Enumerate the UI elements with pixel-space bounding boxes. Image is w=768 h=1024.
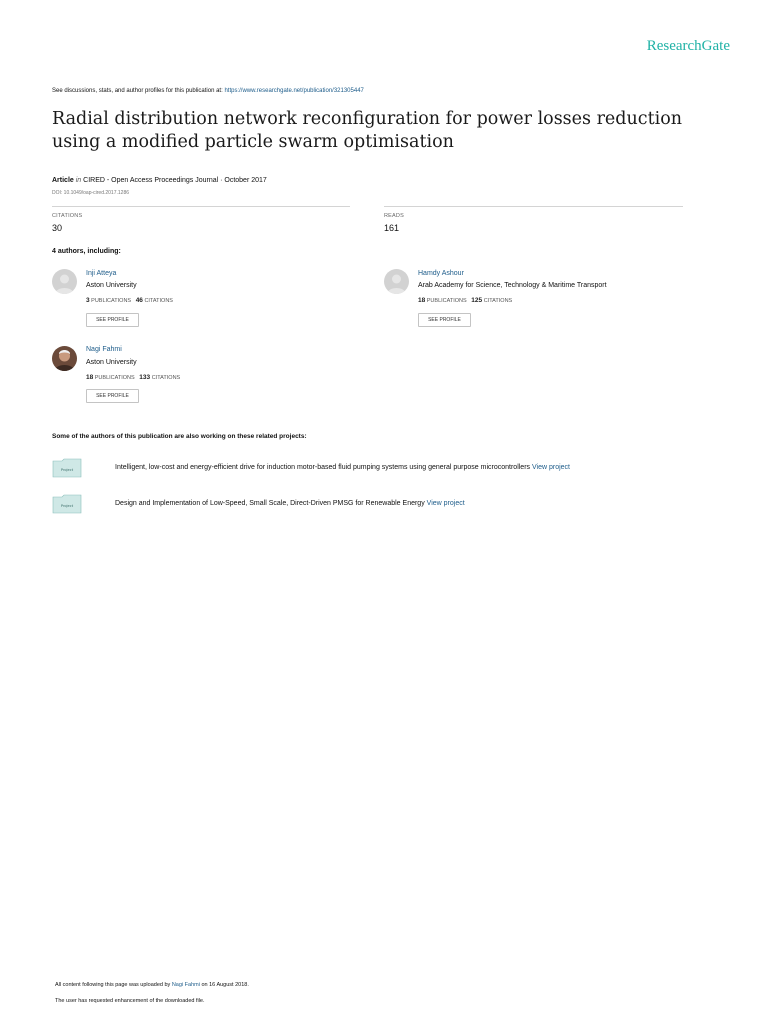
enhancement-note: The user has requested enhancement of the downloaded file. — [55, 998, 205, 1004]
citations-count: 125 — [471, 297, 483, 304]
view-project-link[interactable]: View project — [426, 500, 465, 507]
discussion-line — [52, 88, 364, 94]
upload-note — [55, 982, 249, 988]
publications-label: PUBLICATIONS — [94, 375, 135, 381]
project-icon — [52, 458, 82, 478]
person-icon — [52, 269, 77, 294]
projects-heading: Some of the authors of this publication are also working on these related projects: — [52, 433, 307, 440]
author-affiliation: Aston University — [86, 359, 137, 366]
citations-value: 30 — [52, 223, 63, 233]
project-row — [115, 500, 465, 507]
citations-count: 46 — [135, 297, 143, 304]
see-profile-button[interactable]: SEE PROFILE — [86, 389, 139, 403]
person-photo-icon — [52, 346, 77, 371]
publication-meta — [52, 177, 267, 184]
citations-label: CITATIONS — [52, 213, 83, 219]
meta-in: in — [75, 177, 82, 184]
citations-label: CITATIONS — [144, 298, 173, 304]
project-title: Intelligent, low-cost and energy-efficient drive for induction motor-based fluid pumping systems using general purpose microcontrollers — [115, 464, 531, 471]
doi: DOI: 10.1049/oap-cired.2017.1286 — [52, 190, 129, 196]
folder-icon — [52, 494, 82, 514]
reads-label: READS — [384, 213, 404, 219]
reads-divider — [384, 206, 683, 207]
author-name-link[interactable]: Hamdy Ashour — [418, 270, 464, 277]
publications-count: 18 — [418, 297, 426, 304]
venue: CIRED - Open Access Proceedings Journal · October 2017 — [83, 177, 267, 184]
publications-label: PUBLICATIONS — [91, 298, 132, 304]
avatar-placeholder[interactable] — [52, 269, 77, 294]
project-icon-label: Project — [60, 468, 74, 472]
author-stats — [86, 374, 180, 381]
folder-icon — [52, 458, 82, 478]
author-stats — [86, 297, 173, 304]
publications-count: 3 — [86, 297, 90, 304]
discussion-prefix: See discussions, stats, and author profiles for this publication at: — [52, 88, 223, 94]
publications-count: 18 — [86, 374, 94, 381]
avatar-placeholder[interactable] — [384, 269, 409, 294]
reads-value: 161 — [384, 223, 400, 233]
researchgate-logo[interactable]: ResearchGate — [646, 38, 730, 54]
see-profile-button[interactable]: SEE PROFILE — [86, 313, 139, 327]
person-icon — [384, 269, 409, 294]
author-affiliation: Aston University — [86, 282, 137, 289]
author-affiliation: Arab Academy for Science, Technology & Maritime Transport — [418, 282, 607, 289]
upload-prefix: All content following this page was uploaded by — [55, 982, 171, 988]
see-profile-button[interactable]: SEE PROFILE — [418, 313, 471, 327]
citations-label: CITATIONS — [483, 298, 513, 304]
author-name-link[interactable]: Nagi Fahmi — [86, 346, 122, 353]
avatar-photo[interactable] — [52, 346, 77, 371]
author-name-link[interactable]: Inji Atteya — [86, 270, 117, 277]
upload-suffix: on 16 August 2018. — [201, 982, 249, 988]
project-icon-label: Project — [60, 504, 74, 508]
article-type: Article — [52, 177, 74, 184]
citations-count: 133 — [139, 374, 151, 381]
uploader-link[interactable]: Nagi Fahmi — [171, 982, 200, 988]
author-stats — [418, 297, 512, 304]
project-icon — [52, 494, 82, 514]
project-row — [115, 464, 570, 471]
project-title: Design and Implementation of Low-Speed, Small Scale, Direct-Driven PMSG for Renewable Energy — [115, 500, 425, 507]
authors-heading: 4 authors, including: — [52, 248, 121, 255]
publication-title: Radial distribution network reconfiguration for power losses reduction using a modified particle swarm optimisation — [52, 109, 682, 152]
citations-label: CITATIONS — [151, 375, 181, 381]
publication-url-link[interactable]: https://www.researchgate.net/publication/321305447 — [224, 88, 364, 94]
citations-divider — [52, 206, 350, 207]
publications-label: PUBLICATIONS — [426, 298, 467, 304]
view-project-link[interactable]: View project — [531, 464, 570, 471]
